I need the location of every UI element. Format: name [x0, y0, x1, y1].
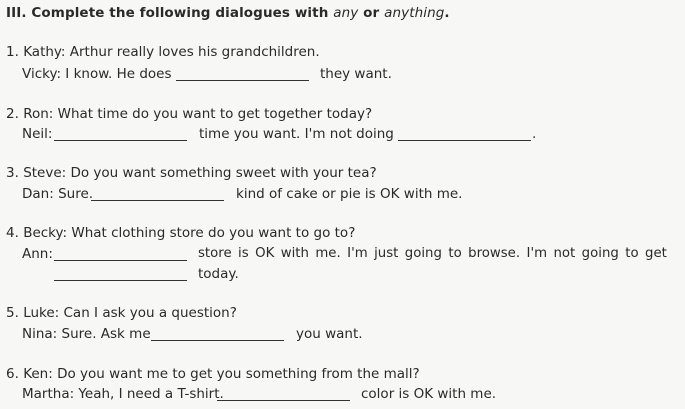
- item-4-line2-b: store is OK with me. I'm just going to browse. I'm not going to get: [198, 246, 667, 261]
- item-number: 1.: [6, 44, 19, 60]
- item-5-line1: Luke: Can I ask you a question?: [23, 305, 237, 321]
- exercise-title: [6, 5, 450, 21]
- item-2-answer: [22, 126, 52, 142]
- title-suffix: .: [444, 5, 450, 21]
- item-4-line1: Becky: What clothing store do you want to go to?: [23, 225, 356, 241]
- item-2-answer-mid: [199, 126, 394, 142]
- item-6-line1: Ken: Do you want me to get you something from the mall?: [23, 366, 420, 382]
- item-2-line2-a: Neil:: [22, 126, 53, 142]
- item-1-answer-end: [320, 66, 392, 82]
- item-1-line2-b: they want.: [320, 66, 392, 82]
- item-5-blank[interactable]: [151, 339, 284, 341]
- title-middle: or: [358, 5, 385, 21]
- item-5-question: [6, 305, 237, 321]
- item-3-blank[interactable]: [91, 199, 224, 201]
- item-4-answer-end: [198, 266, 239, 282]
- item-6-line2-a: Martha: Yeah, I need a T-shirt.: [22, 386, 224, 402]
- item-4-question: [6, 225, 355, 241]
- item-1-answer: [22, 66, 172, 82]
- item-1-line2-a: Vicky: I know. He does: [22, 66, 172, 82]
- item-1-line1: Kathy: Arthur really loves his grandchildren.: [23, 44, 320, 60]
- item-3-answer: [22, 186, 93, 202]
- item-2-line1: Ron: What time do you want to get together today?: [23, 106, 373, 122]
- item-2-line2-b: time you want. I'm not doing: [199, 126, 394, 142]
- item-4-answer: [22, 246, 53, 262]
- item-4-blank-2[interactable]: [54, 279, 187, 281]
- item-5-line2-a: Nina: Sure. Ask me: [22, 326, 151, 342]
- item-number: 3.: [6, 165, 19, 181]
- title-prefix: III. Complete the following dialogues with: [6, 5, 334, 21]
- item-6-answer: [22, 386, 224, 402]
- item-3-answer-end: [236, 186, 462, 202]
- item-4-blank-1[interactable]: [54, 259, 187, 261]
- item-2-answer-end: [532, 126, 536, 142]
- item-number: 4.: [6, 225, 19, 241]
- item-5-line2-b: you want.: [296, 326, 363, 342]
- item-1-blank[interactable]: [176, 79, 309, 81]
- item-3-line2-a: Dan: Sure.: [22, 186, 94, 202]
- item-3-question: [6, 165, 377, 181]
- item-2-line2-c: .: [532, 126, 537, 142]
- item-number: 2.: [6, 106, 19, 122]
- item-3-line1: Steve: Do you want something sweet with your tea?: [23, 165, 377, 181]
- item-3-line2-b: kind of cake or pie is OK with me.: [236, 186, 463, 202]
- item-5-answer: [22, 326, 151, 342]
- title-word-anything: anything: [384, 5, 445, 21]
- item-number: 6.: [6, 366, 19, 382]
- title-word-any: any: [333, 5, 359, 21]
- item-6-question: [6, 366, 420, 382]
- item-6-line2-b: color is OK with me.: [361, 386, 497, 402]
- item-1-question: [6, 44, 320, 60]
- item-2-question: [6, 106, 372, 122]
- item-2-blank-2[interactable]: [398, 139, 531, 141]
- item-5-answer-end: [296, 326, 363, 342]
- item-6-blank[interactable]: [217, 399, 350, 401]
- item-4-line2-a: Ann:: [22, 246, 53, 262]
- item-2-blank-1[interactable]: [54, 139, 187, 141]
- item-4-line3-b: today.: [198, 266, 239, 282]
- item-6-answer-end: [361, 386, 496, 402]
- item-number: 5.: [6, 305, 19, 321]
- item-4-answer-mid: [198, 246, 667, 261]
